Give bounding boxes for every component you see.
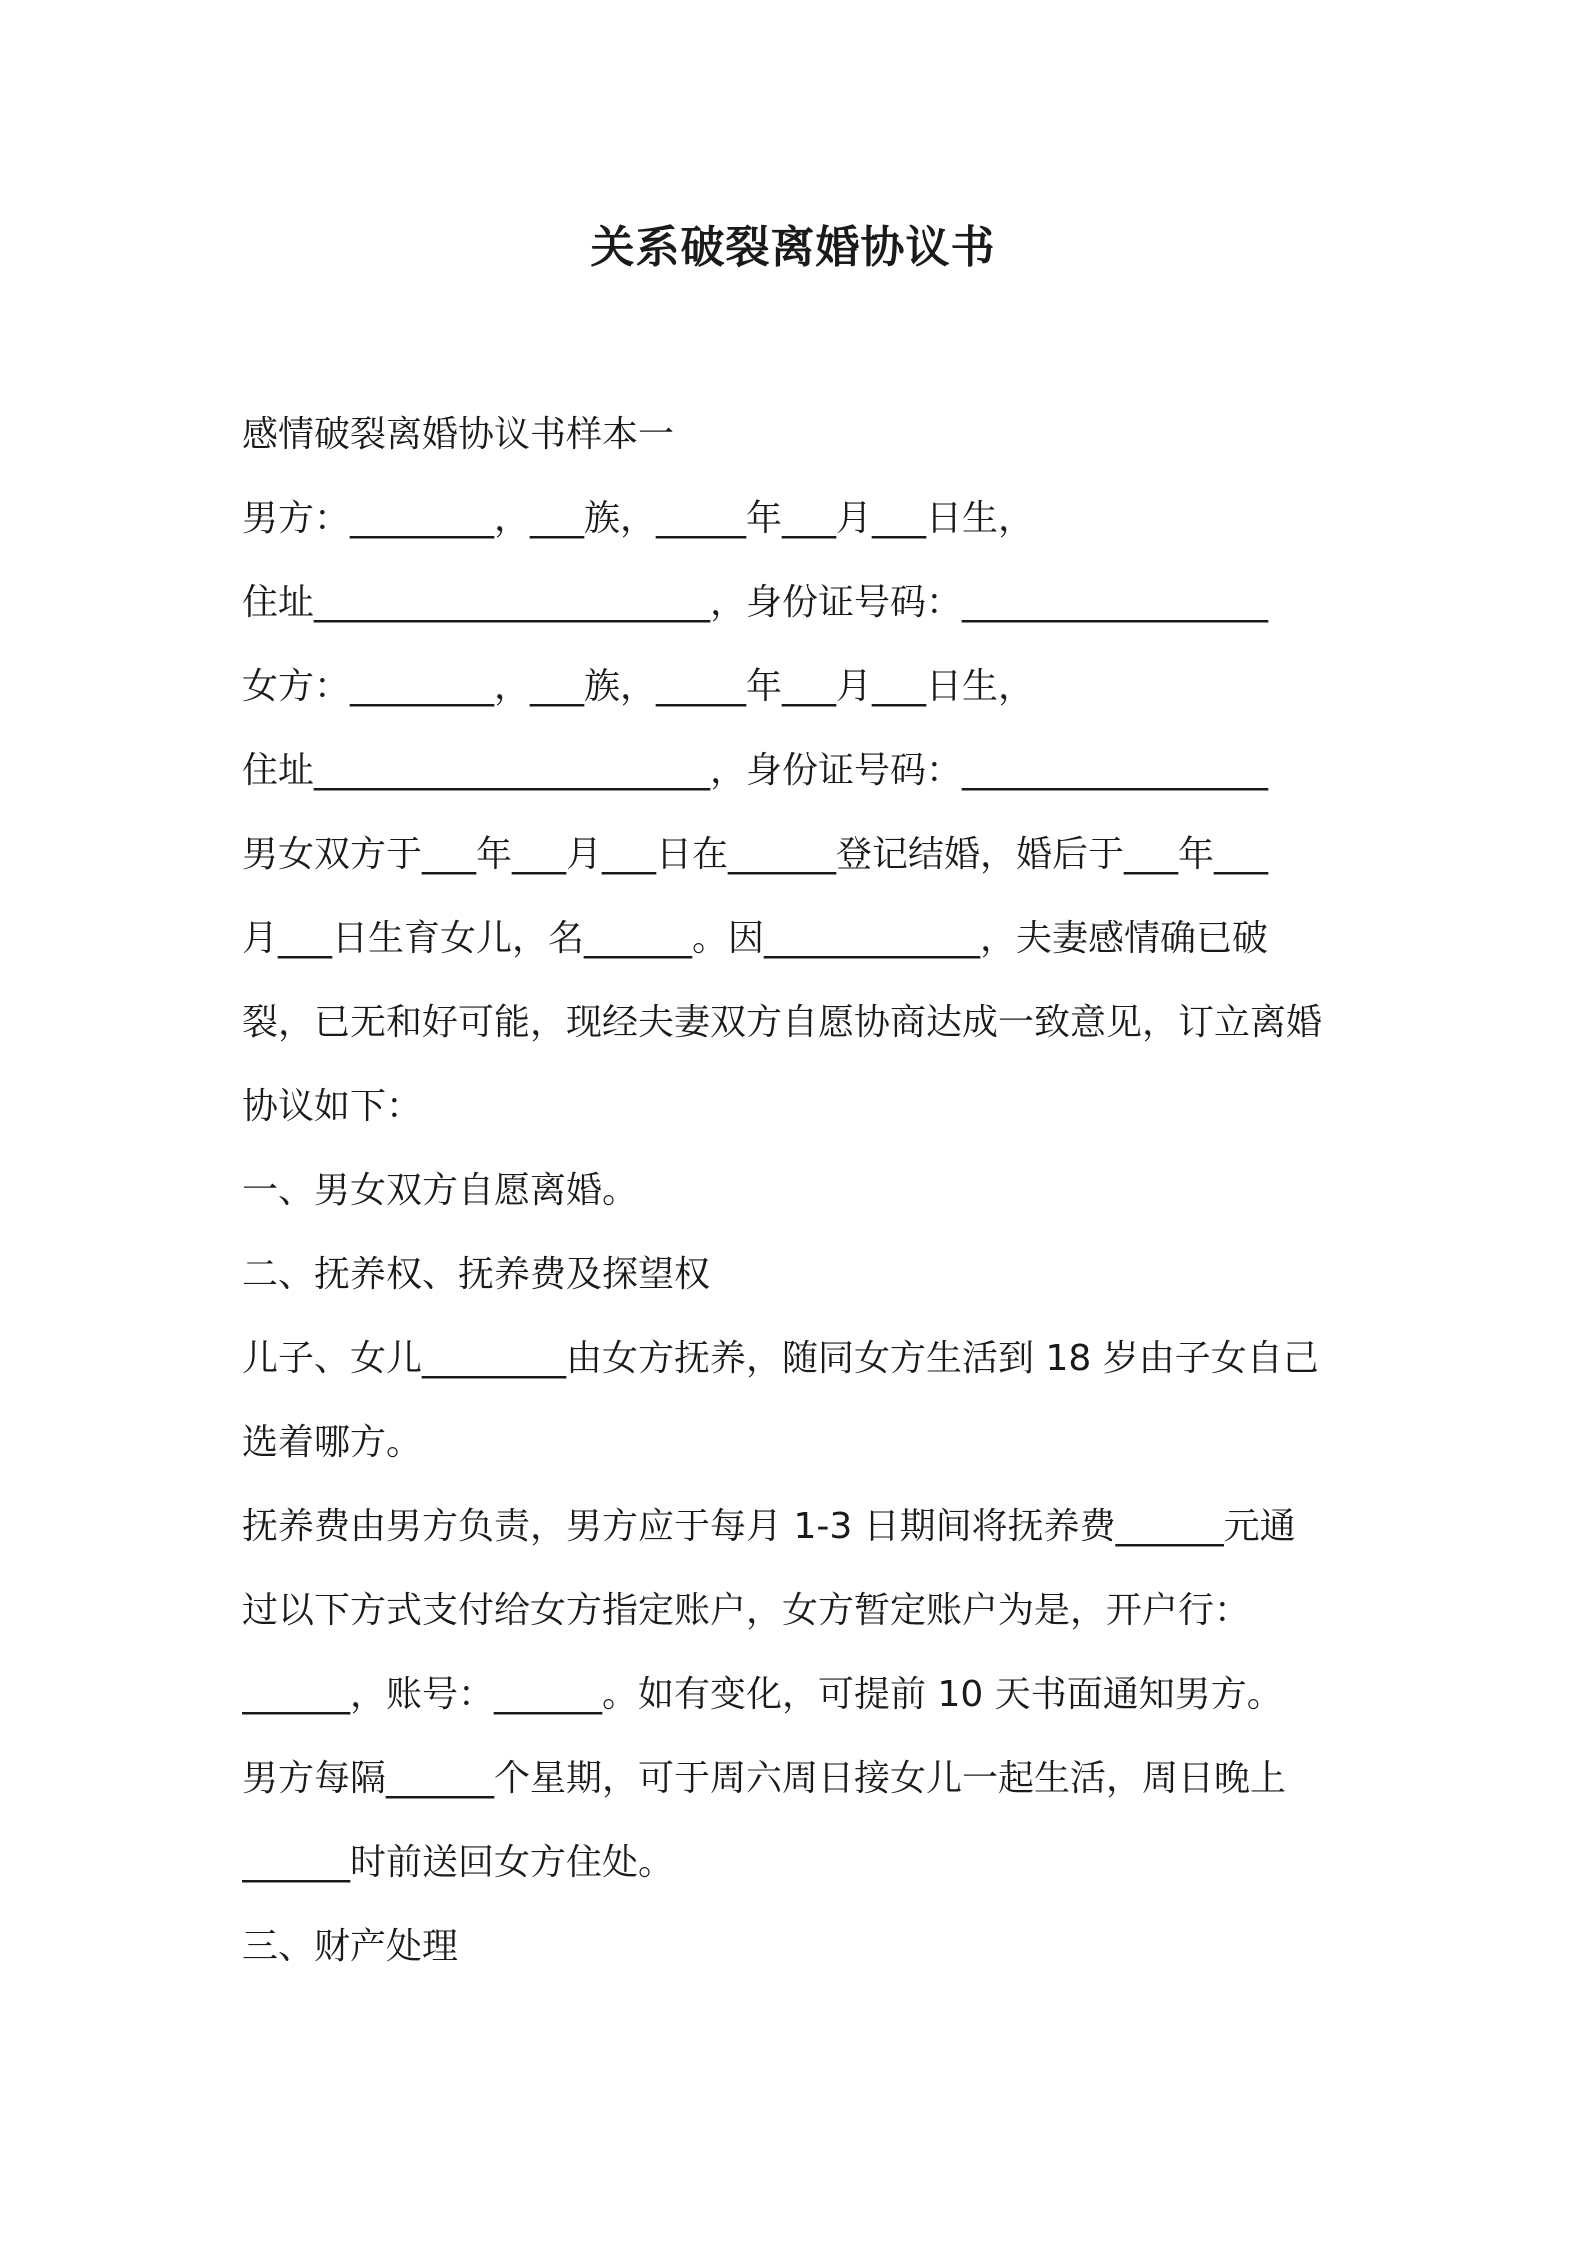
section-heading-1: 一、男女双方自愿离婚。: [242, 1170, 639, 1211]
husband-info-line: 男方：________，___族，_____年___月___日生，: [242, 498, 1035, 539]
paragraph-line: 过以下方式支付给女方指定账户，女方暂定账户为是，开户行：: [242, 1590, 1251, 1631]
sample-heading: 感情破裂离婚协议书样本一: [242, 414, 675, 455]
section-heading-3: 三、财产处理: [242, 1926, 459, 1967]
paragraph-line: 男女双方于___年___月___日在______登记结婚，婚后于___年___: [242, 834, 1269, 875]
wife-info-line: 女方：________，___族，_____年___月___日生，: [242, 666, 1035, 707]
wife-address-line: 住址______________________，身份证号码：_________________: [242, 750, 1269, 791]
paragraph-line: 男方每隔______个星期，可于周六周日接女儿一起生活，周日晚上: [242, 1758, 1287, 1799]
section-heading-2: 二、抚养权、抚养费及探望权: [242, 1254, 711, 1295]
husband-address-line: 住址______________________，身份证号码：_________________: [242, 582, 1269, 623]
paragraph-line: ______时前送回女方住处。: [242, 1842, 675, 1883]
document-title: 关系破裂离婚协议书: [590, 222, 996, 273]
paragraph-line: 协议如下：: [242, 1086, 423, 1127]
paragraph-line: 月___日生育女儿，名______。因____________，夫妻感情确已破: [242, 918, 1269, 959]
paragraph-line: 抚养费由男方负责，男方应于每月 1-3 日期间将抚养费______元通: [242, 1506, 1296, 1547]
paragraph-line: 选着哪方。: [242, 1422, 423, 1463]
paragraph-line: 裂，已无和好可能，现经夫妻双方自愿协商达成一致意见，订立离婚: [242, 1002, 1323, 1043]
paragraph-line: ______，账号：______。如有变化，可提前 10 天书面通知男方。: [242, 1674, 1283, 1715]
paragraph-line: 儿子、女儿________由女方抚养，随同女方生活到 18 岁由子女自己: [242, 1338, 1319, 1379]
